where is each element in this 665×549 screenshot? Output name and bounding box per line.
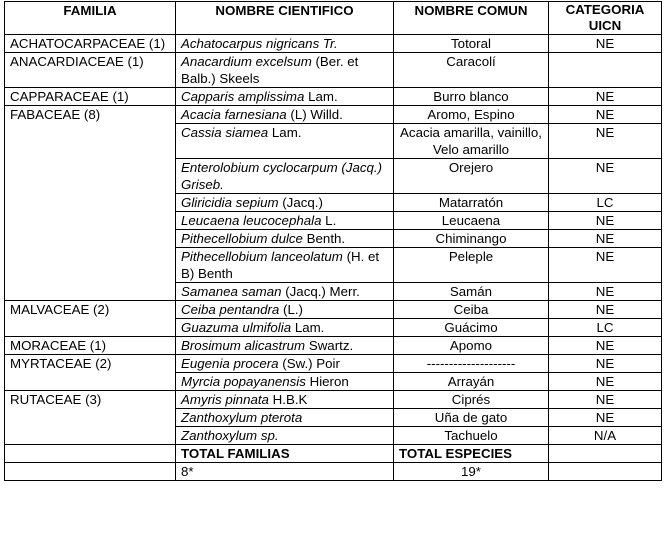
sci-author: (L.) [279,302,303,317]
total-especies-label: TOTAL ESPECIES [394,445,549,463]
uicn-cell: NE [549,248,662,283]
sci-name-cell [176,230,394,248]
common-name-cell: Orejero [394,159,549,194]
sci-name: Zanthoxylum sp. [181,428,279,443]
sci-name-cell [176,159,394,194]
sci-name-cell [176,409,394,427]
sci-name-cell [176,248,394,283]
sci-author: (Sw.) Poir [278,356,340,371]
uicn-cell: NE [549,283,662,301]
sci-name: Zanthoxylum pterota [181,410,303,425]
header-nombre-comun: NOMBRE COMUN [394,2,549,35]
sci-name: Brosimum alicastrum [181,338,306,353]
uicn-cell: LC [549,194,662,212]
common-name-cell: Leucaena [394,212,549,230]
totals-empty-cell [5,463,176,481]
total-especies-value: 19* [394,463,549,481]
common-name-cell: -------------------- [394,355,549,373]
sci-name-cell [176,53,394,88]
uicn-cell: NE [549,35,662,53]
sci-name: Pithecellobium lanceolatum [181,249,343,264]
common-name-cell: Acacia amarilla, vainillo, Velo amarillo [394,124,549,159]
uicn-cell: NE [549,391,662,409]
sci-name: Pithecellobium dulce [181,231,303,246]
header-familia: FAMILIA [5,2,176,35]
uicn-cell [549,53,662,88]
sci-name-cell [176,106,394,124]
sci-author: (Ber. et Balb.) Skeels [181,54,359,86]
sci-author: H.B.K [268,392,308,407]
familia-cell: MALVACEAE (2) [5,301,176,337]
familia-cell: ACHATOCARPACEAE (1) [5,35,176,53]
sci-name: Acacia farnesiana [181,107,287,122]
sci-name: Guazuma ulmifolia [181,320,292,335]
sci-author: Lam. [304,89,338,104]
sci-author: Hieron [305,374,349,389]
sci-name-cell [176,35,394,53]
sci-name-cell [176,355,394,373]
familia-cell: ANACARDIACEAE (1) [5,53,176,88]
sci-name: Anacardium excelsum [181,54,312,69]
table-row [5,337,662,355]
sci-name: Enterolobium cyclocarpum (Jacq.) Griseb. [181,160,383,192]
common-name-cell: Aromo, Espino [394,106,549,124]
familia-cell: MORACEAE (1) [5,337,176,355]
common-name-cell: Apomo [394,337,549,355]
sci-name-cell [176,427,394,445]
table-row [5,35,662,53]
common-name-cell: Guácimo [394,319,549,337]
uicn-cell: NE [549,355,662,373]
common-name-cell: Uña de gato [394,409,549,427]
totals-value-row [5,463,662,481]
sci-name-cell [176,319,394,337]
table-row [5,391,662,409]
common-name-cell: Ceiba [394,301,549,319]
common-name-cell: Matarratón [394,194,549,212]
sci-name-cell [176,337,394,355]
total-familias-value: 8* [176,463,394,481]
uicn-cell: NE [549,88,662,106]
sci-name: Myrcia popayanensis [181,374,306,389]
sci-author: L. [321,213,337,228]
sci-author: Lam. [291,320,325,335]
totals-empty-cell [5,445,176,463]
sci-name-cell [176,301,394,319]
header-nombre-cientifico: NOMBRE CIENTIFICO [176,2,394,35]
sci-name-cell [176,88,394,106]
familia-cell: MYRTACEAE (2) [5,355,176,391]
totals-empty-cell-right [549,445,662,463]
common-name-cell: Arrayán [394,373,549,391]
table-row [5,301,662,319]
uicn-cell: NE [549,106,662,124]
common-name-cell: Totoral [394,35,549,53]
header-row [5,2,662,35]
common-name-cell: Caracolí [394,53,549,88]
totals-empty-cell-right [549,463,662,481]
sci-name: Capparis amplissima [181,89,305,104]
table-row [5,106,662,124]
common-name-cell: Samán [394,283,549,301]
sci-author: (Jacq.) Merr. [281,284,360,299]
sci-name: Ceiba pentandra [181,302,280,317]
sci-author: Lam. [268,125,302,140]
uicn-cell: NE [549,337,662,355]
sci-name: Samanea saman [181,284,282,299]
sci-name: Eugenia procera [181,356,279,371]
uicn-cell: NE [549,409,662,427]
uicn-cell: LC [549,319,662,337]
sci-author: (H. et B) Benth [181,249,380,281]
sci-name-cell [176,194,394,212]
sci-name-cell [176,391,394,409]
sci-name: Gliricidia sepium [181,195,279,210]
table-row [5,355,662,373]
uicn-cell: NE [549,373,662,391]
common-name-cell: Tachuelo [394,427,549,445]
sci-name: Achatocarpus nigricans Tr. [181,36,338,51]
sci-name: Amyris pinnata [181,392,269,407]
header-categoria-uicn: CATEGORIA UICN [549,2,662,35]
total-familias-label: TOTAL FAMILIAS [176,445,394,463]
uicn-cell: NE [549,301,662,319]
sci-name-cell [176,212,394,230]
common-name-cell: Chiminango [394,230,549,248]
uicn-cell: NE [549,124,662,159]
uicn-cell: NE [549,159,662,194]
totals-label-row [5,445,662,463]
sci-author: Swartz. [305,338,354,353]
species-table [4,1,662,481]
sci-author: (L) Willd. [286,107,343,122]
common-name-cell: Ciprés [394,391,549,409]
familia-cell: CAPPARACEAE (1) [5,88,176,106]
sci-author: (Jacq.) [278,195,323,210]
sci-author: Benth. [302,231,346,246]
uicn-cell: NE [549,230,662,248]
sci-name: Cassia siamea [181,125,269,140]
familia-cell: RUTACEAE (3) [5,391,176,445]
table-row [5,53,662,88]
sci-name-cell [176,373,394,391]
sci-name-cell [176,124,394,159]
common-name-cell: Burro blanco [394,88,549,106]
table-row [5,88,662,106]
species-table-container [4,1,662,481]
sci-name-cell [176,283,394,301]
common-name-cell: Peleple [394,248,549,283]
uicn-cell: NE [549,212,662,230]
uicn-cell: N/A [549,427,662,445]
familia-cell: FABACEAE (8) [5,106,176,301]
sci-name: Leucaena leucocephala [181,213,322,228]
